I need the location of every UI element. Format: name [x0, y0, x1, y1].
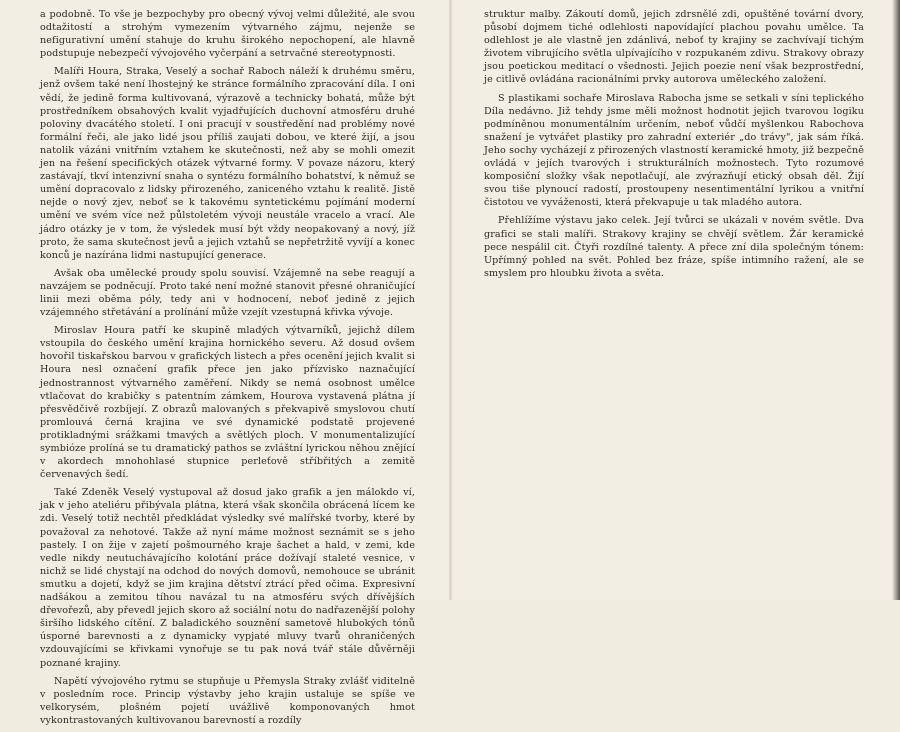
left-paragraph-5: Také Zdeněk Veselý vystupoval až dosud jako grafik a jen málokdo ví, jak v jeho ateliéru přibývala plátna, která však skončila obrácená lícem ke zdi. Veselý totiž nechtěl předkládat výsledky své malířské tvorby, které by považoval za nehotové. Takže až nyní máme možnost seznámit se s jeho pastely. I on žije v zajetí pošmourného kraje šachet a hald, v zemi, kde vedle nikdy neutuchávajícího kolotání práce dožívají staleté vesnice, v nichž se lidé chystají na odchod do nových domovů, nemohouce se ubránit smutku a dojetí, když se jim krajina dětství ztrácí před očima. Expresivní nadšákou a zemitou tíhou navázal tu na atmosféru svých dřívějších dřevořezů, aby převedl jejich skoro až sociální notu do nadřazenější polohy širšího lidského cítění. Z baladického souznění sametově hlubokých tónů úsporné barevnosti a z dynamicky vypjaté mluvy tvarů ohraničených vzdouvajícími se křivkami vynořuje se tu pak nová tvář stále důvěrněji poznané krajiny. — [40, 487, 415, 669]
right-paragraph-1: struktur malby. Zákoutí domů, jejich zdrsnělé zdi, opuštěné tovární dvory, působí dojmem tiché odlehlosti napovídající plachou povahu umělce. Ta odlehlost je ale vlastně jen zdánlivá, neboť ty krajiny se zachvívají tichým životem vibrujícího světla ulpívajícího v rozpukaném zdivu. Strakovy obrazy jsou poetickou meditací o všednosti. Jejich poezie není však bezprostřední, je citlivě ovládána racionálními prvky autorova uměleckého založení. — [484, 9, 864, 86]
left-paragraph-2: Malíři Houra, Straka, Veselý a sochař Raboch náleží k druhému směru, jenž ovšem také není lhostejný ke stránce formálního zpracování díla. I oni vědí, že jedině forma kultivovaná, výrazově a technicky bohatá, může být prostředníkem obsahových kvalit vyjadřujících duchovní atmosféru druhé poloviny dvacátého století. I oni pracují v soustředění nad problémy nové formální řeči, ale jako lidé jsou příliš zaujati dobou, ve které žijí, a jsou natolik vázáni vnitřním vztahem ke skutečnosti, než aby se mohli omezit jen na řešení specifických otázek výtvarné formy. V povaze názoru, který zastávají, tkví intenzivní snaha o syntézu formálního bohatství, k němuž se umění dopracovalo z lidsky přirozeného, zaniceného vztahu k realitě. Jistě nejde o nový zjev, neboť se k takovému syntetickému pojímání moderní umění ve svém více než půlstoletém vývoji neustále vracelo a vrací. Ale jádro otázky je v tom, že výsledek musí být vždy neopakovaný a nový, jíž proto, že sama skutečnost jevů a jejich vztahů se nepřetržitě vyvíjí a konec konců je nazírána lidmi nastupující generace. — [40, 66, 415, 261]
right-paragraph-2: S plastikami sochaře Miroslava Rabocha jsme se setkali v síni teplického Díla nedávno. Již tehdy jsme měli možnost hodnotit jejich tvarovou logiku podmíněnou monumentálním určením, neboť vůdčí myšlenkou Rabochova snažení je vytvářet plastiky pro zahradní exteriér „do trávy", jak sám říká. Jeho sochy vycházejí z přirozených vlastností keramické hmoty, již bezpečně ovládá v jejích tvarových i strukturálních možnostech. Tyto rozumové komposiční složky však nepotlačují, ale zvýrazňují etický obsah děl. Žijí svou tiše plynoucí radostí, prostoupeny nesentimentální lyrikou a vnitřní čistotou ve vyváženosti, která překvapuje u tak mladého autora. — [484, 92, 864, 209]
right-page — [484, 8, 864, 285]
right-paragraph-3: Přehlížíme výstavu jako celek. Její tvůrci se ukázali v novém světle. Dva grafici se stali malíři. Strakovy krajiny se chvějí světlem. Žár keramické pece nespálil cit. Čtyři rozdílné talenty. A přece zní dila společným tónem: Upřímný pohled na svět. Pohled bez fráze, spíše intimního ražení, ale se smyslem pro hloubku života a světa. — [484, 215, 864, 279]
left-paragraph-3: Avšak oba umělecké proudy spolu souvisí. Vzájemně na sebe reagují a navzájem se podněcují. Proto také není možné stanovit přesné ohraničující linii mezi oběma póly, tedy ani v hodnocení, neboť jedině z jejich vzájemného střetávání a prolínání může vzejít vzestupná křivka vývoje. — [40, 267, 415, 319]
left-paragraph-4: Miroslav Houra patří ke skupině mladých výtvarníků, jejichž dílem vstoupila do českého umění krajina hornického severu. Až dosud ovšem hovořil tiskařskou barvou v grafických listech a přes ocenění jejich kvalit si Houra nesl označení grafik přece jen jako přízvisko naznačující jednostrannost výtvarného zaměření. Nikdy se nemá osobnost umělce vtlačovat do krabičky s patentním zámkem, Hourova vystavená plátna jí přesvědčivě rozbíjejí. Z obrazů malovaných s překvapivě smyslovou chutí promlouvá černá krajina ve své dynamické podstatě projevené protikladnými srážkami tmavých a světlých ploch. V monumentalizující symbióze prolíná se tu dramatický pathos se zvláštní lyrickou něhou znějící v akordech mnohohlasé stupnice perleťově stříbřitých a zemitě červenavých šedí. — [40, 325, 415, 481]
left-paragraph-6: Napětí vývojového rytmu se stupňuje u Přemysla Straky zvlášť viditelně v posledním roce. Princip výstavby jeho krajin ustaluje se spíše ve velkorysém, plošném pojetí uvážlivě komponovaných hmot vykontrastovaných kultivovanou barevností a rozdíly — [40, 675, 415, 726]
left-paragraph-1: a podobně. To vše je bezpochyby pro obecný vývoj velmi důležité, ale svou odtažitostí a strohým vymezením výtvarného zájmu, nejenže se nefigurativní umění stahuje do kruhu širokého nepochopení, ale hlavně podstupuje nebezpečí vývojového vyčerpání a setrvačné stereotypnosti. — [40, 9, 415, 60]
left-page — [40, 8, 415, 732]
page-fold — [449, 0, 452, 600]
page-edge-shadow — [892, 0, 900, 600]
